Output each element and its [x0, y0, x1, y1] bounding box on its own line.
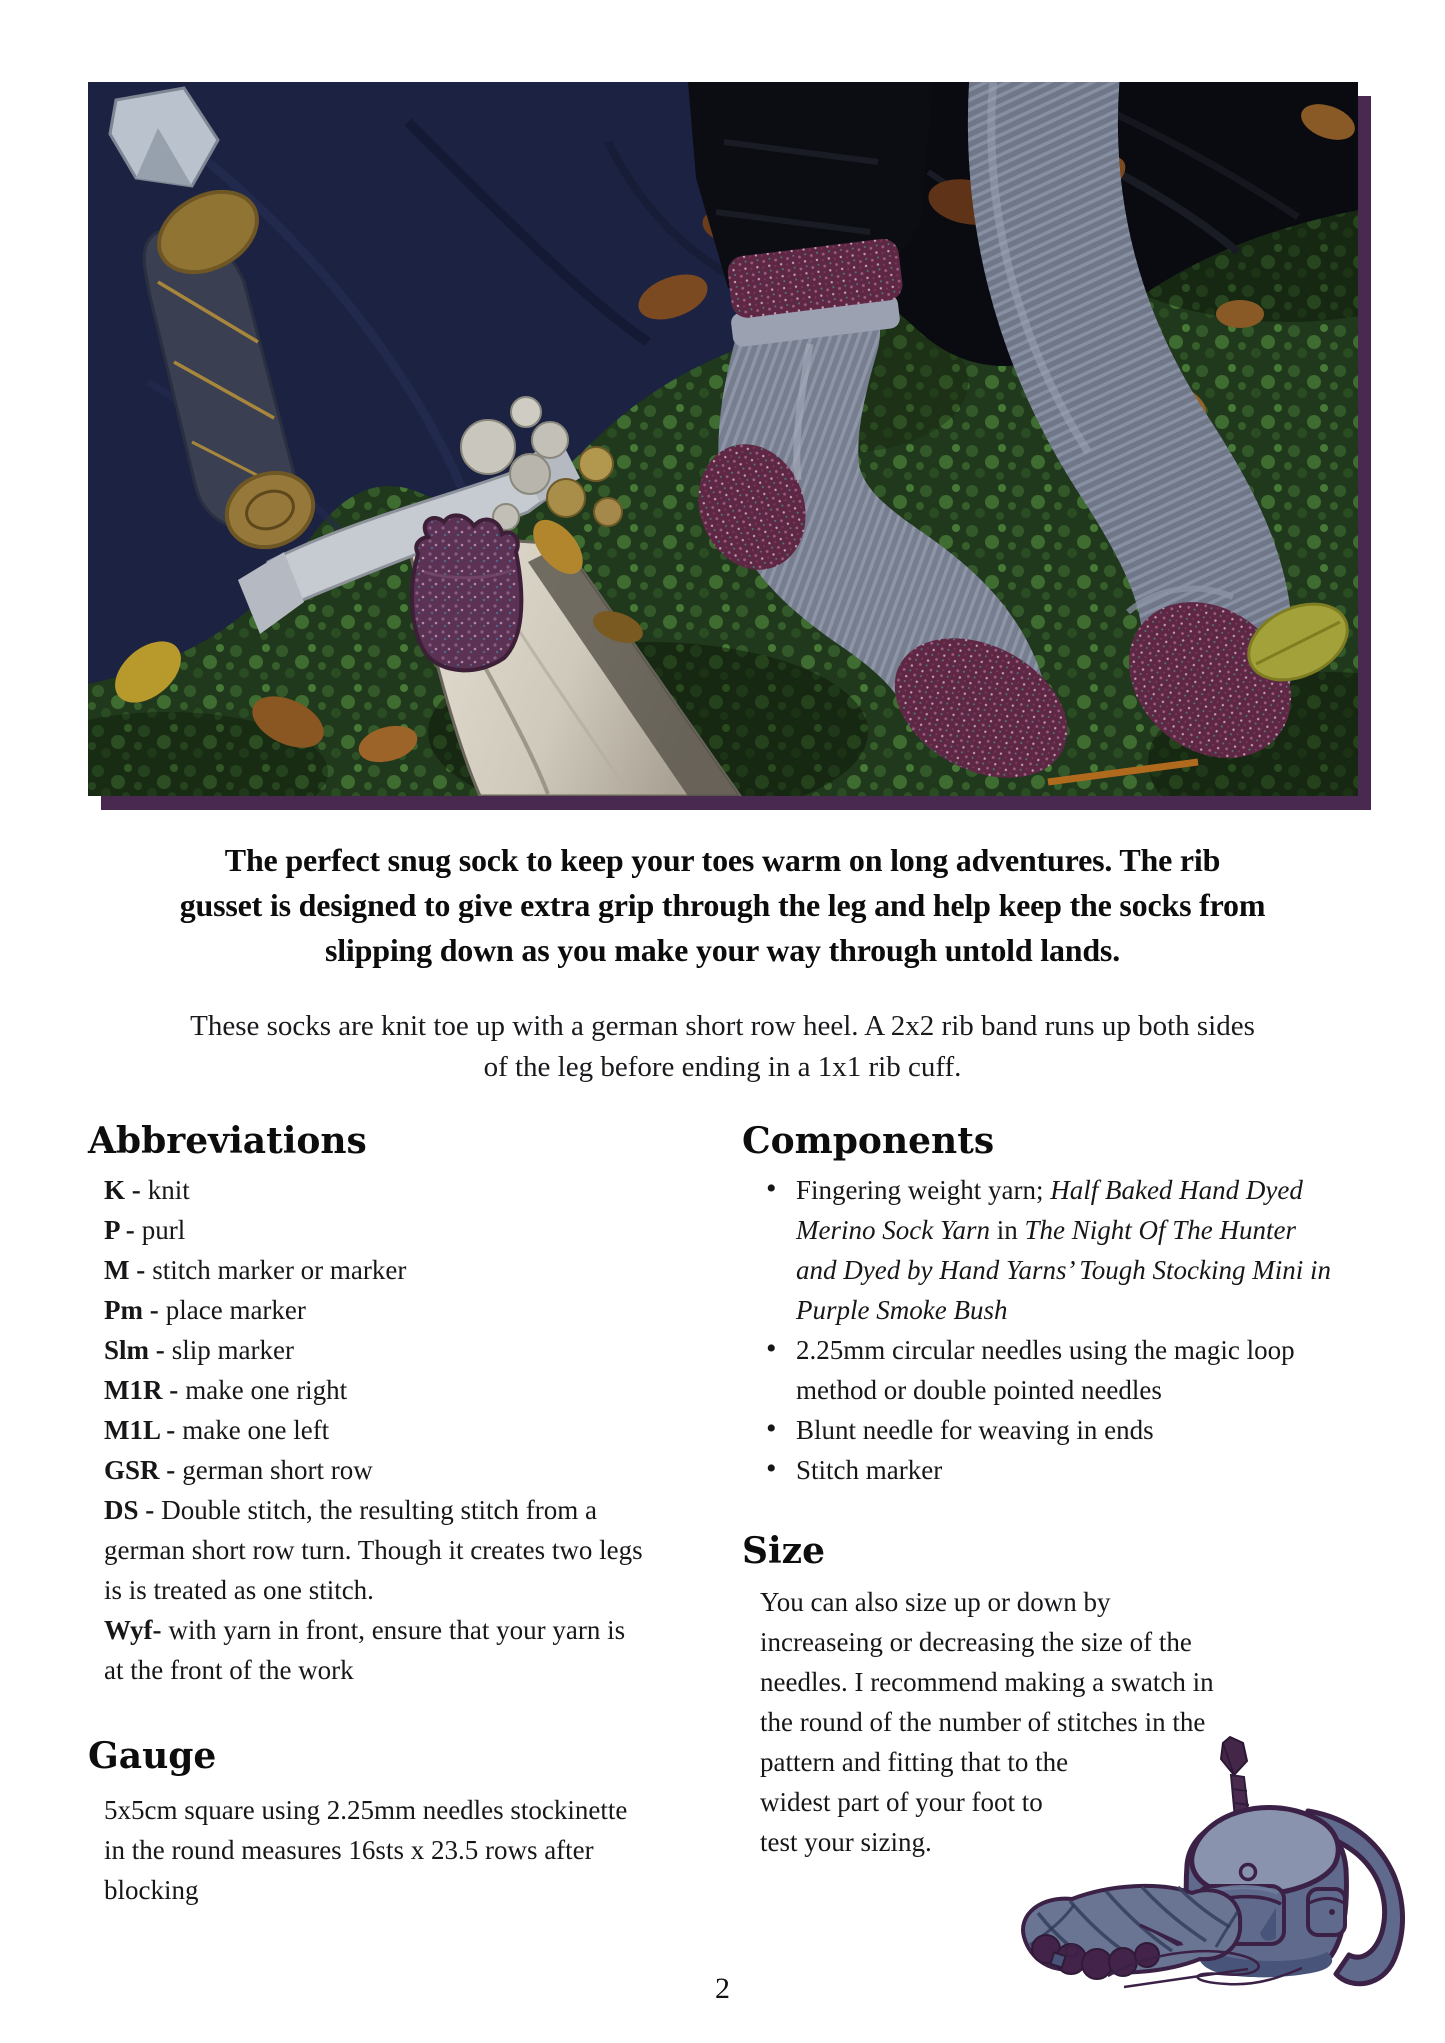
component-item: • Blunt needle for weaving in ends	[760, 1410, 1340, 1450]
tagline	[0, 838, 1445, 973]
abbreviation-item: DS - Double stitch, the resulting stitch from a german short row turn. Though it creates two legs is is treated as one stitch.	[104, 1495, 643, 1605]
hero-photo	[88, 82, 1358, 796]
abbreviation-item: M1L - make one left	[104, 1415, 330, 1445]
size-line: test your sizing.	[760, 1827, 932, 1857]
size-line: increaseing or decreasing the size of the	[760, 1627, 1192, 1657]
abbreviation-item: M - stitch marker or marker	[104, 1255, 407, 1285]
component-item: • Fingering weight yarn; Half Baked Hand Dyed Merino Sock Yarn in The Night Of The Hunter and Dyed by Hand Yarns’ Tough Stocking Mini in Purple Smoke Bush	[760, 1170, 1340, 1330]
intro-paragraph	[0, 1006, 1445, 1088]
size-line: widest part of your foot to	[760, 1787, 1043, 1817]
component-item: • 2.25mm circular needles using the magic loop method or double pointed needles	[760, 1330, 1340, 1410]
abbreviation-item: Slm - slip marker	[104, 1335, 294, 1365]
abbreviation-item: Wyf- with yarn in front, ensure that your yarn is at the front of the work	[104, 1615, 626, 1685]
tagline-line: The perfect snug sock to keep your toes warm on long adventures. The rib	[224, 842, 1221, 878]
hero-photo-art	[88, 82, 1358, 796]
gauge-text: 5x5cm square using 2.25mm needles stockinette in the round measures 16sts x 23.5 rows after blocking	[104, 1795, 628, 1905]
page-number: 2	[715, 1972, 730, 2005]
abbreviation-item: K - knit	[104, 1175, 190, 1205]
size-heading: Size	[742, 1530, 826, 1572]
abbreviations-list	[104, 1170, 649, 1690]
components-heading: Components	[742, 1120, 995, 1162]
gauge-heading: Gauge	[88, 1735, 217, 1777]
abbreviation-item: P - purl	[104, 1215, 186, 1245]
size-line: You can also size up or down by	[760, 1587, 1111, 1617]
size-line: the round of the number of stitches in the	[760, 1707, 1206, 1737]
component-item: • Stitch marker	[760, 1450, 1340, 1490]
abbreviations-heading: Abbreviations	[88, 1120, 367, 1162]
abbreviation-item: GSR - german short row	[104, 1455, 373, 1485]
intro-line: These socks are knit toe up with a german short row heel. A 2x2 rib band runs up both sides	[190, 1010, 1255, 1042]
intro-line: of the leg before ending in a 1x1 rib cuff.	[483, 1051, 962, 1083]
components-list	[760, 1170, 1340, 1490]
tagline-line: slipping down as you make your way through untold lands.	[324, 932, 1120, 968]
knitted-pouch	[412, 515, 521, 670]
size-line: needles. I recommend making a swatch in	[760, 1667, 1214, 1697]
size-line: pattern and fitting that to the	[760, 1747, 1069, 1777]
abbreviation-item: Pm - place marker	[104, 1295, 306, 1325]
tagline-line: gusset is designed to give extra grip through the leg and help keep the socks from	[179, 887, 1266, 923]
abbreviation-item: M1R - make one right	[104, 1375, 348, 1405]
